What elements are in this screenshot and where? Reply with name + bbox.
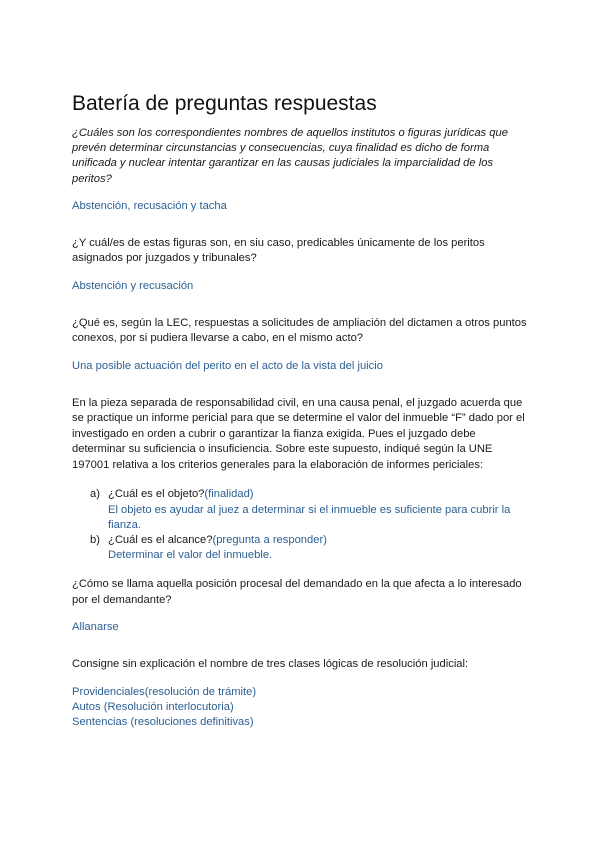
answer-6-item: Autos (Resolución interlocutoria) [72,700,234,713]
question-5: ¿Cómo se llama aquella posición procesal del demandado en la que afecta a lo interesado por el demandante? [72,578,522,606]
question-4: En la pieza separada de responsabilidad civil, en una causa penal, el juzgado acuerda que se practique un informe pericial para que se determine el valor del inmueble “F” dado por el investigado en orden a cubrir o garantizar la fianza exigida. Pues el juzgado debe determinar su suficiencia o insuficiencia. Sobre este supuesto, indiqué según la UNE 197001 relativa a los criterios generales para la elaboración de informes periciales: [72,396,525,471]
answer-1: Abstención, recusación y tacha [72,199,227,212]
list-item [72,487,532,533]
question-3: ¿Qué es, según la LEC, respuestas a solicitudes de ampliación del dictamen a otros puntos conexos, por si pudiera llevarse a cabo, en el mismo acto? [72,316,527,345]
question-2: ¿Y cuál/es de estas figuras son, en siu caso, predicables únicamente de los peritos asignados por juzgados y tribunales? [72,236,485,265]
sub-question: ¿Cuál es el objeto? [108,488,205,501]
sub-question: ¿Cuál es el alcance? [108,533,213,546]
document-page [72,92,532,730]
answer-5: Allanarse [72,621,119,634]
answer-6-item: Sentencias (resoluciones definitivas) [72,715,254,728]
sub-question-hint: (pregunta a responder) [212,533,327,546]
question-6: Consigne sin explicación el nombre de tres clases lógicas de resolución judicial: [72,658,469,671]
list-marker: b) [90,533,100,546]
sub-answer: El objeto es ayudar al juez a determinar si el inmueble es suficiente para cubrir la fianza. [108,503,511,531]
list-item [72,533,532,563]
answer-2: Abstención y recusación [72,279,194,292]
page-title: Batería de preguntas respuestas [72,92,377,115]
sub-question-list [72,487,532,563]
sub-question-hint: (finalidad) [204,488,254,501]
list-marker: a) [90,488,100,501]
sub-answer: Determinar el valor del inmueble. [108,549,273,562]
question-1: ¿Cuáles son los correspondientes nombres de aquellos institutos o figuras jurídicas que prevén determinar circunstancias y consecuencias, cuya finalidad es dicho de forma unificada y nuclear intentar garantizar en las causas judiciales la imparcialidad de los peritos? [72,127,508,185]
answer-6-item: Providenciales(resolución de trámite) [72,685,257,698]
answer-3: Una posible actuación del perito en el acto de la vista del juicio [72,359,383,372]
